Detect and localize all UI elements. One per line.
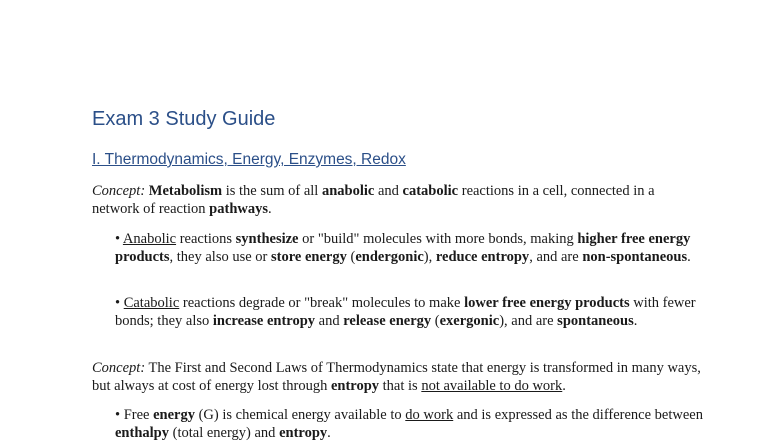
bold-term: enthalpy <box>115 425 169 441</box>
concept-paragraph-metabolism <box>92 182 702 218</box>
bold-term: anabolic <box>321 183 375 199</box>
bold-term: catabolic <box>402 183 459 199</box>
text-run: reactions degrade or "break" molecules to make <box>179 295 465 311</box>
bold-term: synthesize <box>235 231 299 247</box>
text-run: and <box>315 313 344 329</box>
bold-term: reduce entropy <box>435 249 530 265</box>
bold-term: increase entropy <box>212 313 316 329</box>
bold-term: non-spontaneous <box>582 249 688 265</box>
text-run: ( <box>346 249 356 265</box>
document-title: Exam 3 Study Guide <box>92 108 276 130</box>
underlined-term: Catabolic <box>123 295 180 311</box>
underlined-term: not available to do work <box>421 378 563 394</box>
bullet-marker: • <box>115 407 124 423</box>
bullet-anabolic <box>115 230 705 266</box>
text-run: (G) is chemical energy available to <box>194 407 406 423</box>
concept-label: Concept: <box>92 360 146 376</box>
bold-term: entropy <box>279 425 328 441</box>
bold-term: exergonic <box>439 313 500 329</box>
text-run: , and are <box>529 249 583 265</box>
text-run: ( <box>431 313 440 329</box>
text-run: . <box>633 313 638 329</box>
text-run: . <box>268 201 272 217</box>
text-run: . <box>562 378 566 394</box>
bold-term: release energy <box>343 313 432 329</box>
concept-label: Concept: <box>92 183 146 199</box>
text-run: and is expressed as the difference between <box>453 407 703 423</box>
bold-term: Metabolism <box>148 183 223 199</box>
bold-term: energy <box>153 407 195 423</box>
bold-term: endergonic <box>355 249 424 265</box>
section-heading: I. Thermodynamics, Energy, Enzymes, Redox <box>92 151 406 168</box>
text-run: , they also use or <box>169 249 272 265</box>
bold-term: higher free energy products <box>115 231 691 265</box>
text-run: or "build" molecules with more bonds, making <box>298 231 578 247</box>
bold-term: store energy <box>271 249 347 265</box>
text-run: Free <box>123 407 154 423</box>
bullet-catabolic <box>115 294 705 330</box>
text-run: reactions <box>176 231 236 247</box>
bullet-marker: • <box>115 231 123 247</box>
text-run: with fewer bonds; they also <box>115 295 696 329</box>
text-run: The First and Second Laws of Thermodynamics state that energy is transformed in many ways, but always at cost of energy lost through <box>92 360 701 394</box>
text-run: reactions in a cell, connected in a network of reaction <box>92 183 655 217</box>
concept-paragraph-thermodynamics <box>92 359 702 395</box>
bold-term: spontaneous <box>557 313 634 329</box>
bold-term: lower free energy products <box>464 295 630 311</box>
text-run: ), and are <box>499 313 558 329</box>
bullet-marker: • <box>115 295 124 311</box>
text-run: that is <box>379 378 422 394</box>
text-run: is the sum of all <box>222 183 322 199</box>
bullet-free-energy <box>115 406 705 442</box>
text-run: . <box>327 425 331 441</box>
underlined-term: do work <box>405 407 454 423</box>
underlined-term: Anabolic <box>122 231 177 247</box>
text-run: (total energy) and <box>169 425 280 441</box>
text-run: . <box>687 249 691 265</box>
bold-term: pathways <box>209 201 268 217</box>
text-run: and <box>374 183 403 199</box>
text-run: ), <box>423 249 436 265</box>
bold-term: entropy <box>330 378 380 394</box>
